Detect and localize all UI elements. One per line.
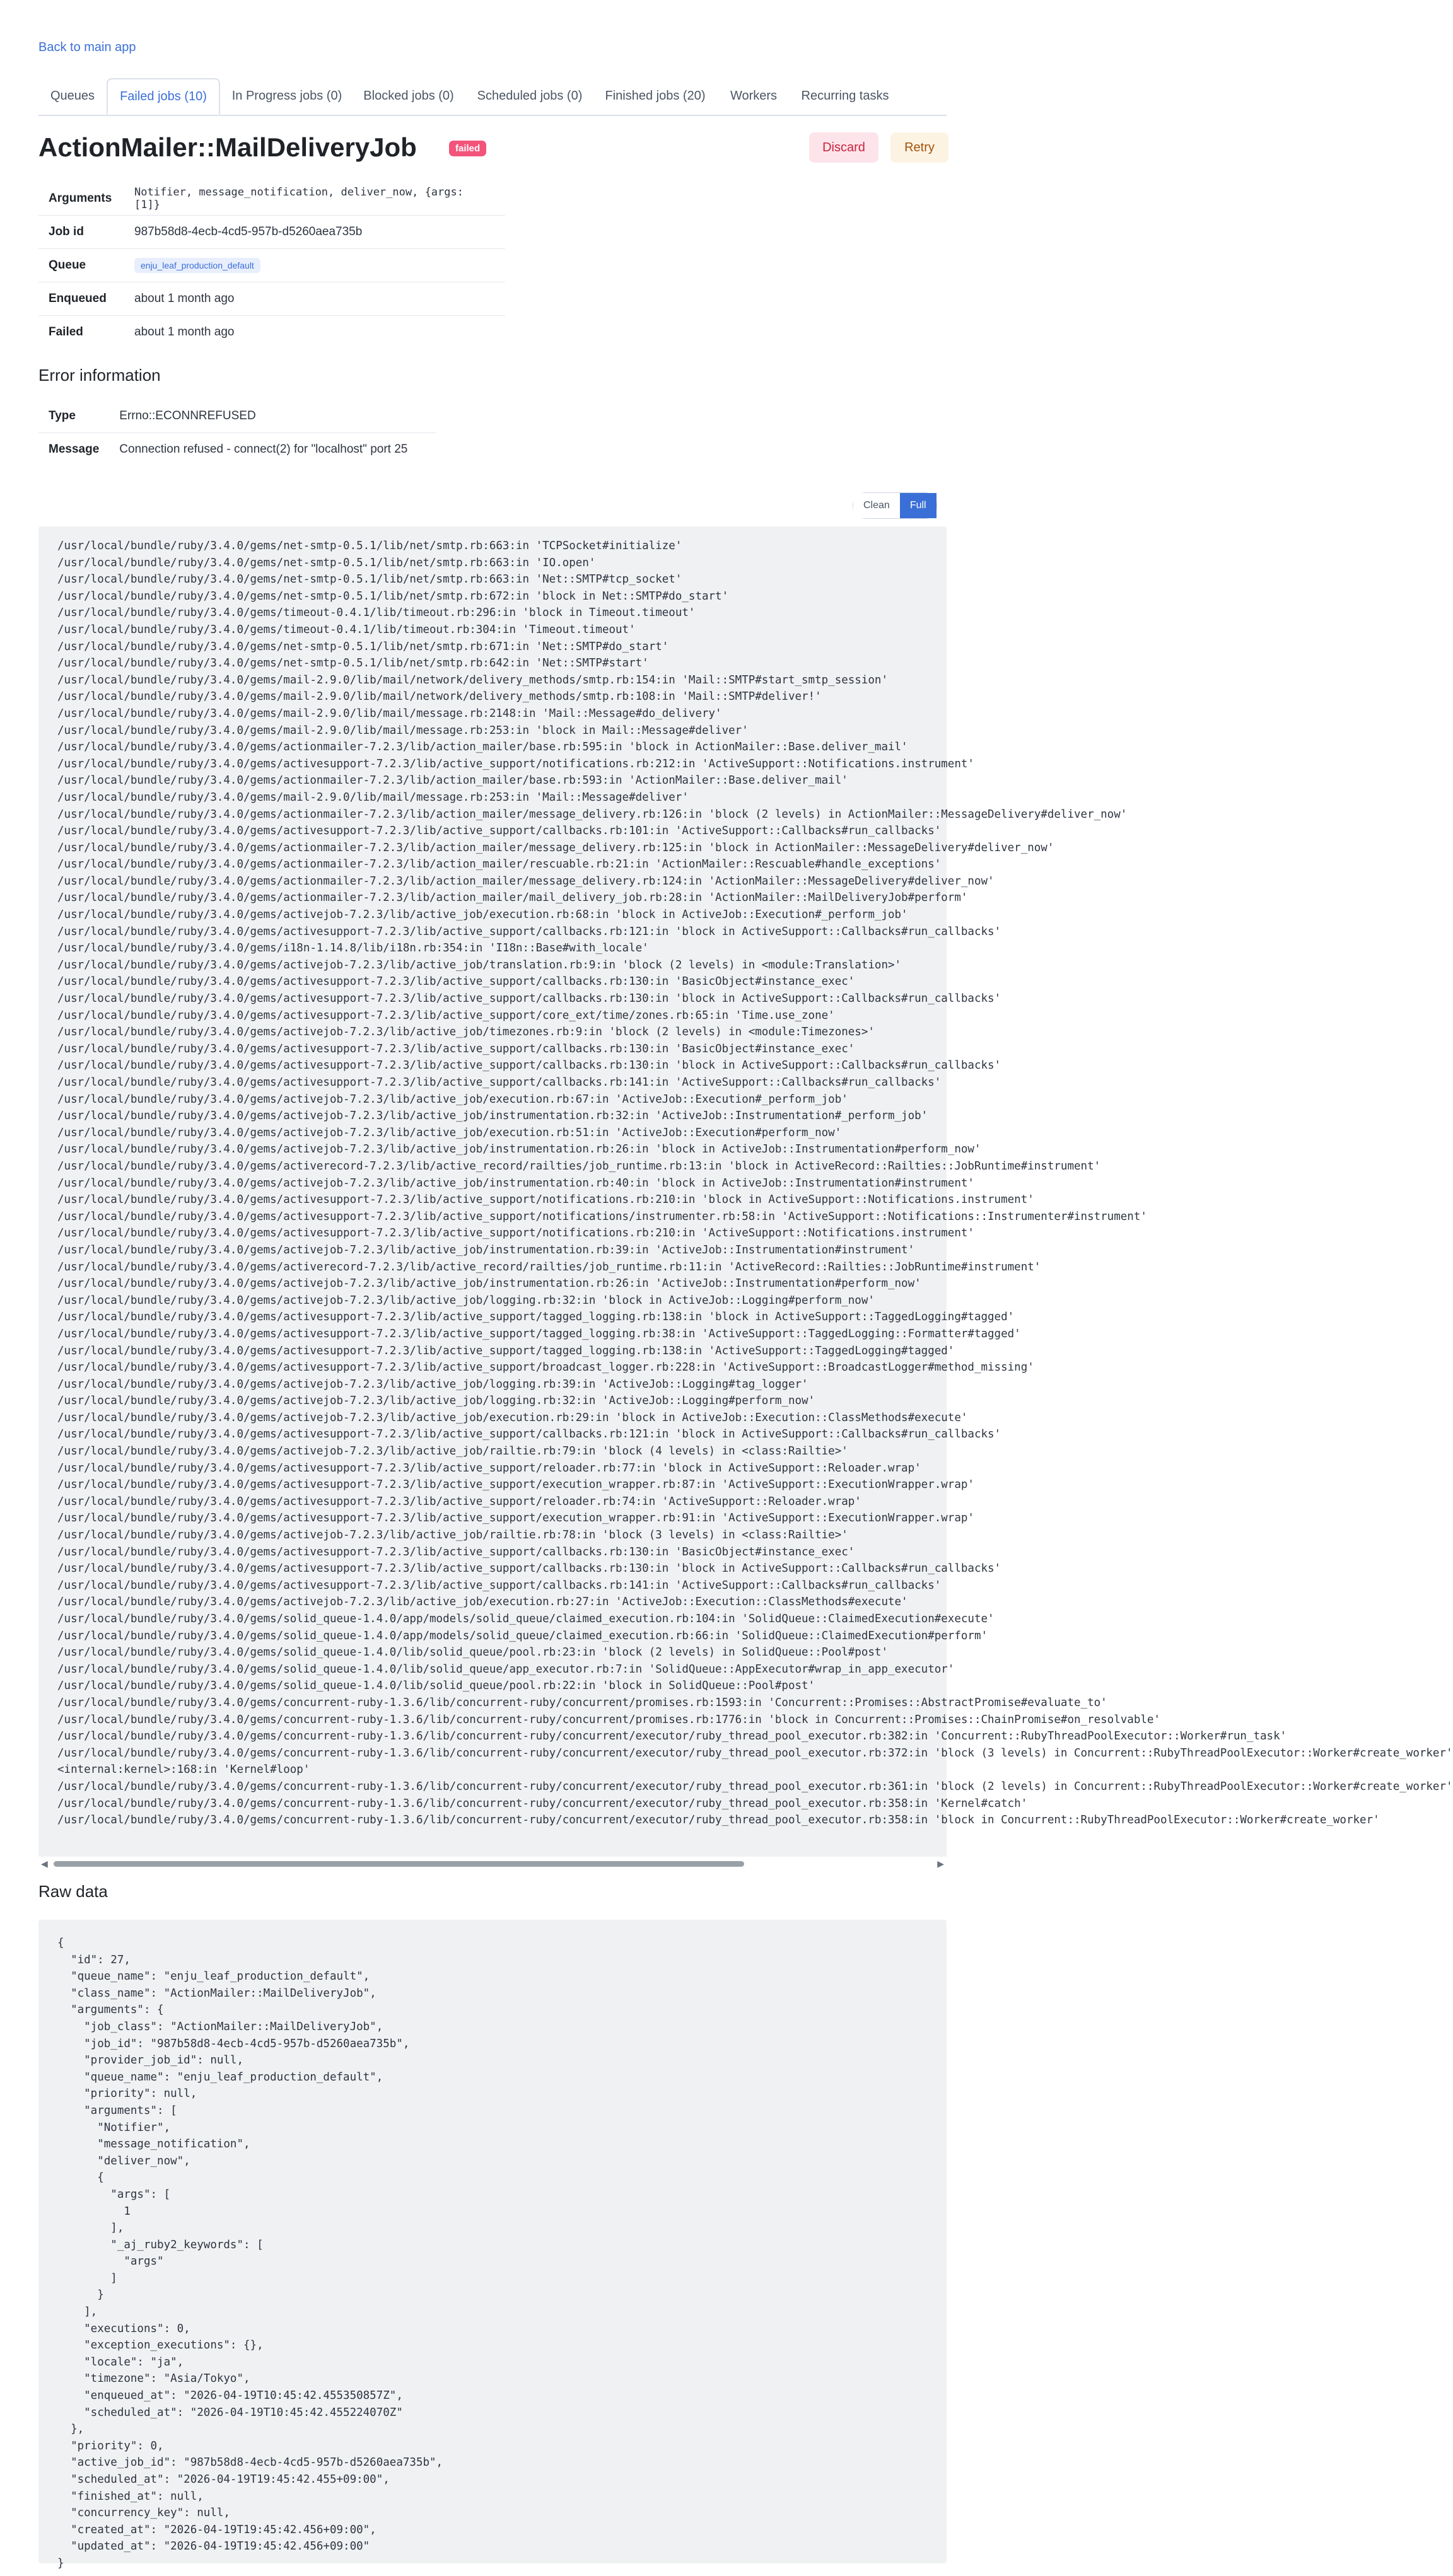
backtrace-line: /usr/local/bundle/ruby/3.4.0/gems/actionmailer-7.2.3/lib/action_mailer/message_delivery.rb:126:in 'block (2 levels) in ActionMailer::MessageDelivery#deliver_now'	[57, 808, 1128, 821]
raw-data-line: "job_class": "ActionMailer::MailDeliveryJob",	[57, 2020, 383, 2033]
backtrace-line: /usr/local/bundle/ruby/3.4.0/gems/concurrent-ruby-1.3.6/lib/concurrent-ruby/concurrent/executor/ruby_thread_pool_executor.rb:358:in 'Kernel#catch'	[57, 1797, 1028, 1810]
raw-data-line: "locale": "ja",	[57, 2355, 184, 2369]
detail-row-job-id	[38, 216, 505, 249]
raw-data-line: "class_name": "ActionMailer::MailDeliveryJob",	[57, 1987, 376, 2000]
backtrace-line: /usr/local/bundle/ruby/3.4.0/gems/mail-2.9.0/lib/mail/message.rb:253:in 'block in Mail::Message#deliver'	[57, 724, 749, 737]
backtrace-lines	[57, 538, 1453, 1829]
backtrace-toggle	[853, 492, 937, 519]
raw-data-line: "id": 27,	[57, 1953, 131, 1966]
raw-data-line: "finished_at": null,	[57, 2490, 204, 2503]
raw-data-line: 1	[57, 2205, 131, 2218]
detail-row-failed	[38, 316, 505, 349]
raw-data-line: ],	[57, 2222, 124, 2235]
raw-data-line: "updated_at": "2026-04-19T19:45:42.456+09:00"	[57, 2540, 370, 2553]
backtrace-line: /usr/local/bundle/ruby/3.4.0/gems/activesupport-7.2.3/lib/active_support/reloader.rb:74:in 'ActiveSupport::Reloader.wrap'	[57, 1495, 861, 1508]
error-row-message	[38, 433, 436, 467]
raw-data-line: "args": [	[57, 2188, 171, 2201]
backtrace-line: /usr/local/bundle/ruby/3.4.0/gems/activesupport-7.2.3/lib/active_support/execution_wrapper.rb:91:in 'ActiveSupport::ExecutionWrapper.wrap'	[57, 1512, 974, 1525]
raw-data-line: "args"	[57, 2255, 164, 2268]
detail-row-queue	[38, 249, 505, 282]
scrollbar-thumb[interactable]	[54, 1861, 744, 1867]
raw-data-line: "queue_name": "enju_leaf_production_default",	[57, 1970, 370, 1983]
backtrace-line: /usr/local/bundle/ruby/3.4.0/gems/activesupport-7.2.3/lib/active_support/callbacks.rb:130:in 'BasicObject#instance_exec'	[57, 975, 855, 989]
backtrace-line: /usr/local/bundle/ruby/3.4.0/gems/mail-2.9.0/lib/mail/network/delivery_methods/smtp.rb:154:in 'Mail::SMTP#start_smtp_session'	[57, 673, 888, 687]
back-to-main-app-link[interactable]: Back to main app	[38, 40, 136, 54]
backtrace-line: /usr/local/bundle/ruby/3.4.0/gems/mail-2.9.0/lib/mail/message.rb:253:in 'Mail::Message#deliver'	[57, 791, 689, 804]
error-table	[38, 400, 436, 466]
detail-label: Queue	[38, 249, 124, 282]
raw-data-line: "message_notification",	[57, 2138, 250, 2151]
job-details-table	[38, 182, 505, 349]
tab-scheduled-jobs[interactable]: Scheduled jobs (0)	[477, 89, 583, 103]
backtrace-line: /usr/local/bundle/ruby/3.4.0/gems/activesupport-7.2.3/lib/active_support/callbacks.rb:130:in 'block in ActiveSupport::Callbacks#run_callbacks'	[57, 1562, 1001, 1575]
raw-data-line: "arguments": {	[57, 2004, 164, 2017]
queue-link[interactable]: enju_leaf_production_default	[134, 258, 260, 273]
backtrace-line: /usr/local/bundle/ruby/3.4.0/gems/activesupport-7.2.3/lib/active_support/callbacks.rb:130:in 'block in ActiveSupport::Callbacks#run_callbacks'	[57, 992, 1001, 1006]
backtrace-line: /usr/local/bundle/ruby/3.4.0/gems/solid_queue-1.4.0/lib/solid_queue/pool.rb:22:in 'block in SolidQueue::Pool#post'	[57, 1680, 815, 1693]
backtrace-line: /usr/local/bundle/ruby/3.4.0/gems/activesupport-7.2.3/lib/active_support/tagged_logging.rb:138:in 'ActiveSupport::TaggedLogging#tagged'	[57, 1344, 955, 1357]
raw-data-line: {	[57, 1937, 64, 1949]
backtrace-line: /usr/local/bundle/ruby/3.4.0/gems/actionmailer-7.2.3/lib/action_mailer/base.rb:593:in 'ActionMailer::Base.deliver_mail'	[57, 774, 848, 787]
raw-data-heading: Raw data	[38, 1882, 108, 1901]
tab-workers[interactable]: Workers	[730, 89, 778, 103]
backtrace-line: /usr/local/bundle/ruby/3.4.0/gems/activejob-7.2.3/lib/active_job/execution.rb:67:in 'ActiveJob::Execution#_perform_job'	[57, 1093, 848, 1106]
full-backtrace-button[interactable]: Full	[900, 493, 937, 518]
error-message-value: Connection refused - connect(2) for "localhost" port 25	[109, 433, 436, 467]
backtrace-line: /usr/local/bundle/ruby/3.4.0/gems/solid_queue-1.4.0/lib/solid_queue/app_executor.rb:7:in 'SolidQueue::AppExecutor#wrap_in_app_executor'	[57, 1662, 955, 1676]
backtrace-line: /usr/local/bundle/ruby/3.4.0/gems/activejob-7.2.3/lib/active_job/execution.rb:27:in 'ActiveJob::Execution::ClassMethods#execute'	[57, 1596, 908, 1609]
backtrace-line: /usr/local/bundle/ruby/3.4.0/gems/actionmailer-7.2.3/lib/action_mailer/message_delivery.rb:125:in 'block in ActionMailer::MessageDelivery#deliver_now'	[57, 841, 1054, 854]
tab-blocked-jobs[interactable]: Blocked jobs (0)	[363, 89, 454, 103]
tab-bar	[38, 78, 947, 116]
backtrace-line: /usr/local/bundle/ruby/3.4.0/gems/activejob-7.2.3/lib/active_job/execution.rb:68:in 'block in ActiveJob::Execution#_perform_job'	[57, 908, 908, 922]
backtrace-line: /usr/local/bundle/ruby/3.4.0/gems/i18n-1.14.8/lib/i18n.rb:354:in 'I18n::Base#with_locale'	[57, 942, 649, 955]
retry-button[interactable]: Retry	[890, 132, 948, 163]
backtrace-line: /usr/local/bundle/ruby/3.4.0/gems/solid_queue-1.4.0/app/models/solid_queue/claimed_execution.rb:66:in 'SolidQueue::ClaimedExecution#perform'	[57, 1629, 988, 1642]
backtrace-line: /usr/local/bundle/ruby/3.4.0/gems/activejob-7.2.3/lib/active_job/instrumentation.rb:32:in 'ActiveJob::Instrumentation#_perform_job'	[57, 1110, 928, 1123]
error-label: Message	[38, 433, 109, 467]
backtrace-line: /usr/local/bundle/ruby/3.4.0/gems/net-smtp-0.5.1/lib/net/smtp.rb:642:in 'Net::SMTP#start'	[57, 657, 649, 670]
raw-data-line: "provider_job_id": null,	[57, 2054, 244, 2067]
backtrace-line: /usr/local/bundle/ruby/3.4.0/gems/activejob-7.2.3/lib/active_job/instrumentation.rb:40:in 'block in ActiveJob::Instrumentation#instrument'	[57, 1176, 974, 1190]
backtrace-line: /usr/local/bundle/ruby/3.4.0/gems/timeout-0.4.1/lib/timeout.rb:304:in 'Timeout.timeout'	[57, 623, 636, 636]
backtrace-line: /usr/local/bundle/ruby/3.4.0/gems/activesupport-7.2.3/lib/active_support/notifications.rb:212:in 'ActiveSupport::Notifications.instrument'	[57, 757, 974, 770]
backtrace-line: /usr/local/bundle/ruby/3.4.0/gems/activejob-7.2.3/lib/active_job/logging.rb:32:in 'block in ActiveJob::Logging#perform_now'	[57, 1294, 875, 1307]
backtrace-line: /usr/local/bundle/ruby/3.4.0/gems/net-smtp-0.5.1/lib/net/smtp.rb:663:in 'IO.open'	[57, 556, 596, 569]
raw-data-line: "arguments": [	[57, 2104, 177, 2117]
backtrace-line: /usr/local/bundle/ruby/3.4.0/gems/activesupport-7.2.3/lib/active_support/callbacks.rb:121:in 'block in ActiveSupport::Callbacks#run_callbacks'	[57, 1428, 1001, 1441]
backtrace-line: /usr/local/bundle/ruby/3.4.0/gems/activesupport-7.2.3/lib/active_support/tagged_logging.rb:38:in 'ActiveSupport::TaggedLogging::Formatter#tagged'	[57, 1327, 1021, 1340]
backtrace-line: /usr/local/bundle/ruby/3.4.0/gems/activesupport-7.2.3/lib/active_support/callbacks.rb:130:in 'BasicObject#instance_exec'	[57, 1042, 855, 1055]
raw-data-line: "Notifier",	[57, 2121, 171, 2134]
backtrace-line: /usr/local/bundle/ruby/3.4.0/gems/solid_queue-1.4.0/lib/solid_queue/pool.rb:23:in 'block (2 levels) in SolidQueue::Pool#post'	[57, 1646, 888, 1659]
raw-data-line: }	[57, 2556, 64, 2570]
backtrace-line: /usr/local/bundle/ruby/3.4.0/gems/concurrent-ruby-1.3.6/lib/concurrent-ruby/concurrent/executor/ruby_thread_pool_executor.rb:361:in 'block (2 levels) in Concurrent::RubyThreadPoolExecutor::Worker#create_worker'	[57, 1780, 1453, 1793]
detail-label: Enqueued	[38, 282, 124, 316]
backtrace-line: /usr/local/bundle/ruby/3.4.0/gems/activesupport-7.2.3/lib/active_support/callbacks.rb:141:in 'ActiveSupport::Callbacks#run_callbacks'	[57, 1579, 942, 1592]
backtrace-panel[interactable]	[38, 526, 1453, 1863]
tab-failed-jobs[interactable]: Failed jobs (10)	[107, 78, 220, 115]
raw-data-line: "executions": 0,	[57, 2322, 190, 2335]
error-type-value: Errno::ECONNREFUSED	[119, 409, 256, 422]
raw-data-line: },	[57, 2423, 85, 2436]
discard-button[interactable]: Discard	[809, 132, 878, 163]
raw-data-line: "concurrency_key": null,	[57, 2507, 230, 2520]
raw-data-line: "created_at": "2026-04-19T19:45:42.456+09:00",	[57, 2523, 376, 2536]
backtrace-line: /usr/local/bundle/ruby/3.4.0/gems/activesupport-7.2.3/lib/active_support/callbacks.rb:121:in 'block in ActiveSupport::Callbacks#run_callbacks'	[57, 925, 1001, 938]
backtrace-line: /usr/local/bundle/ruby/3.4.0/gems/mail-2.9.0/lib/mail/message.rb:2148:in 'Mail::Message#do_delivery'	[57, 707, 722, 720]
raw-data-line: "timezone": "Asia/Tokyo",	[57, 2372, 250, 2386]
error-label: Type	[49, 409, 76, 422]
status-badge: failed	[449, 141, 486, 156]
backtrace-line: /usr/local/bundle/ruby/3.4.0/gems/activesupport-7.2.3/lib/active_support/callbacks.rb:130:in 'block in ActiveSupport::Callbacks#run_callbacks'	[57, 1059, 1001, 1072]
backtrace-line: /usr/local/bundle/ruby/3.4.0/gems/activesupport-7.2.3/lib/active_support/notifications/instrumenter.rb:58:in 'ActiveSupport::Notifications::Instrumenter#instrument'	[57, 1210, 1147, 1223]
raw-data-line: "enqueued_at": "2026-04-19T10:45:42.455350857Z",	[57, 2389, 403, 2403]
backtrace-line: /usr/local/bundle/ruby/3.4.0/gems/activejob-7.2.3/lib/active_job/translation.rb:9:in 'block (2 levels) in <module:Translation>'	[57, 958, 902, 972]
tab-queues[interactable]: Queues	[50, 89, 95, 103]
page-title: ActionMailer::MailDeliveryJob	[38, 132, 417, 162]
clean-backtrace-button[interactable]: Clean	[853, 493, 900, 518]
raw-data-line: "active_job_id": "987b58d8-4ecb-4cd5-957b-d5260aea735b",	[57, 2456, 443, 2469]
backtrace-line: /usr/local/bundle/ruby/3.4.0/gems/activejob-7.2.3/lib/active_job/railtie.rb:79:in 'block (4 levels) in <class:Railtie>'	[57, 1445, 848, 1458]
backtrace-line: /usr/local/bundle/ruby/3.4.0/gems/activesupport-7.2.3/lib/active_support/callbacks.rb:130:in 'BasicObject#instance_exec'	[57, 1545, 855, 1558]
raw-data-line: "exception_executions": {},	[57, 2339, 264, 2352]
backtrace-line: /usr/local/bundle/ruby/3.4.0/gems/actionmailer-7.2.3/lib/action_mailer/base.rb:595:in 'block in ActionMailer::Base.deliver_mail'	[57, 741, 908, 754]
raw-data-line: "queue_name": "enju_leaf_production_default",	[57, 2070, 383, 2084]
raw-data-line: "scheduled_at": "2026-04-19T10:45:42.455224070Z"	[57, 2406, 403, 2419]
arguments-value: Notifier, message_notification, deliver_now, {args: [1]}	[134, 186, 464, 211]
backtrace-line: /usr/local/bundle/ruby/3.4.0/gems/activejob-7.2.3/lib/active_job/timezones.rb:9:in 'block (2 levels) in <module:Timezones>'	[57, 1026, 875, 1039]
raw-data-line: ],	[57, 2306, 98, 2319]
backtrace-line: /usr/local/bundle/ruby/3.4.0/gems/activejob-7.2.3/lib/active_job/execution.rb:51:in 'ActiveJob::Execution#perform_now'	[57, 1126, 842, 1139]
backtrace-line: /usr/local/bundle/ruby/3.4.0/gems/net-smtp-0.5.1/lib/net/smtp.rb:671:in 'Net::SMTP#do_start'	[57, 640, 669, 653]
backtrace-line: /usr/local/bundle/ruby/3.4.0/gems/activesupport-7.2.3/lib/active_support/notifications.rb:210:in 'ActiveSupport::Notifications.instrument'	[57, 1227, 974, 1240]
backtrace-line: /usr/local/bundle/ruby/3.4.0/gems/concurrent-ruby-1.3.6/lib/concurrent-ruby/concurrent/executor/ruby_thread_pool_executor.rb:372:in 'block (3 levels) in Concurrent::RubyThreadPoolExecutor::Worker#create_worker'	[57, 1746, 1453, 1760]
scroll-right-arrow-icon[interactable]: ▶	[937, 1859, 944, 1869]
backtrace-line: /usr/local/bundle/ruby/3.4.0/gems/concurrent-ruby-1.3.6/lib/concurrent-ruby/concurrent/executor/ruby_thread_pool_executor.rb:382:in 'Concurrent::RubyThreadPoolExecutor::Worker#run_task'	[57, 1730, 1287, 1743]
raw-data-json	[57, 1935, 443, 2572]
detail-label: Job id	[38, 216, 124, 249]
raw-data-line: "scheduled_at": "2026-04-19T19:45:42.455+09:00",	[57, 2473, 390, 2486]
raw-data-line: "job_id": "987b58d8-4ecb-4cd5-957b-d5260aea735b",	[57, 2037, 410, 2050]
backtrace-line: /usr/local/bundle/ruby/3.4.0/gems/activesupport-7.2.3/lib/active_support/broadcast_logger.rb:228:in 'ActiveSupport::BroadcastLogger#method_missing'	[57, 1361, 1034, 1374]
raw-data-line: "deliver_now",	[57, 2154, 190, 2167]
tab-recurring-tasks[interactable]: Recurring tasks	[801, 89, 889, 103]
backtrace-line: /usr/local/bundle/ruby/3.4.0/gems/timeout-0.4.1/lib/timeout.rb:296:in 'block in Timeout.timeout'	[57, 606, 696, 620]
failed-value: about 1 month ago	[124, 316, 505, 349]
job-id-value: 987b58d8-4ecb-4cd5-957b-d5260aea735b	[124, 216, 505, 249]
backtrace-line: /usr/local/bundle/ruby/3.4.0/gems/activejob-7.2.3/lib/active_job/instrumentation.rb:26:in 'ActiveJob::Instrumentation#perform_now'	[57, 1277, 921, 1291]
backtrace-line: /usr/local/bundle/ruby/3.4.0/gems/activejob-7.2.3/lib/active_job/logging.rb:32:in 'ActiveJob::Logging#perform_now'	[57, 1395, 815, 1408]
backtrace-line: /usr/local/bundle/ruby/3.4.0/gems/activesupport-7.2.3/lib/active_support/execution_wrapper.rb:87:in 'ActiveSupport::ExecutionWrapper.wrap'	[57, 1478, 974, 1492]
enqueued-value: about 1 month ago	[124, 282, 505, 316]
backtrace-line: /usr/local/bundle/ruby/3.4.0/gems/activesupport-7.2.3/lib/active_support/callbacks.rb:101:in 'ActiveSupport::Callbacks#run_callbacks'	[57, 825, 942, 838]
detail-label: Failed	[38, 316, 124, 349]
raw-data-line: "priority": null,	[57, 2087, 197, 2101]
backtrace-line: /usr/local/bundle/ruby/3.4.0/gems/activejob-7.2.3/lib/active_job/logging.rb:39:in 'ActiveJob::Logging#tag_logger'	[57, 1378, 808, 1391]
backtrace-line: /usr/local/bundle/ruby/3.4.0/gems/activesupport-7.2.3/lib/active_support/tagged_logging.rb:138:in 'block in ActiveSupport::TaggedLogging#tagged'	[57, 1311, 1015, 1324]
backtrace-line: /usr/local/bundle/ruby/3.4.0/gems/activesupport-7.2.3/lib/active_support/core_ext/time/zones.rb:65:in 'Time.use_zone'	[57, 1009, 835, 1022]
detail-row-enqueued	[38, 282, 505, 316]
backtrace-line: /usr/local/bundle/ruby/3.4.0/gems/actionmailer-7.2.3/lib/action_mailer/message_delivery.rb:124:in 'ActionMailer::MessageDelivery#deliver_now'	[57, 874, 995, 888]
backtrace-line: /usr/local/bundle/ruby/3.4.0/gems/activesupport-7.2.3/lib/active_support/reloader.rb:77:in 'block in ActiveSupport::Reloader.wrap'	[57, 1461, 921, 1475]
backtrace-line: /usr/local/bundle/ruby/3.4.0/gems/actionmailer-7.2.3/lib/action_mailer/rescuable.rb:21:in 'ActionMailer::Rescuable#handle_exceptions'	[57, 858, 942, 871]
raw-data-line: ]	[57, 2271, 117, 2285]
backtrace-line: /usr/local/bundle/ruby/3.4.0/gems/activesupport-7.2.3/lib/active_support/callbacks.rb:141:in 'ActiveSupport::Callbacks#run_callbacks'	[57, 1076, 942, 1089]
tab-in-progress-jobs[interactable]: In Progress jobs (0)	[231, 89, 342, 103]
backtrace-line: /usr/local/bundle/ruby/3.4.0/gems/net-smtp-0.5.1/lib/net/smtp.rb:672:in 'block in Net::SMTP#do_start'	[57, 589, 729, 603]
error-row-type	[38, 400, 436, 433]
backtrace-line: /usr/local/bundle/ruby/3.4.0/gems/actionmailer-7.2.3/lib/action_mailer/mail_delivery_job.rb:28:in 'ActionMailer::MailDeliveryJob#perform'	[57, 891, 968, 905]
raw-data-line: {	[57, 2171, 104, 2184]
raw-data-line: "_aj_ruby2_keywords": [	[57, 2238, 264, 2251]
backtrace-line: /usr/local/bundle/ruby/3.4.0/gems/activejob-7.2.3/lib/active_job/instrumentation.rb:39:in 'ActiveJob::Instrumentation#instrument'	[57, 1243, 915, 1256]
raw-data-line: }	[57, 2289, 104, 2302]
backtrace-line: /usr/local/bundle/ruby/3.4.0/gems/concurrent-ruby-1.3.6/lib/concurrent-ruby/concurrent/promises.rb:1593:in 'Concurrent::Promises::AbstractPromise#evaluate_to'	[57, 1696, 1107, 1709]
raw-data-line: "priority": 0,	[57, 2439, 164, 2452]
backtrace-line: /usr/local/bundle/ruby/3.4.0/gems/net-smtp-0.5.1/lib/net/smtp.rb:663:in 'TCPSocket#initialize'	[57, 540, 682, 552]
backtrace-line: /usr/local/bundle/ruby/3.4.0/gems/net-smtp-0.5.1/lib/net/smtp.rb:663:in 'Net::SMTP#tcp_socket'	[57, 573, 682, 586]
backtrace-line: <internal:kernel>:168:in 'Kernel#loop'	[57, 1763, 310, 1777]
scroll-left-arrow-icon[interactable]: ◀	[41, 1859, 48, 1869]
backtrace-line: /usr/local/bundle/ruby/3.4.0/gems/activerecord-7.2.3/lib/active_record/railties/job_runtime.rb:11:in 'ActiveRecord::Railties::JobRuntime#instrument'	[57, 1260, 1041, 1273]
detail-row-arguments	[38, 182, 505, 216]
backtrace-line: /usr/local/bundle/ruby/3.4.0/gems/solid_queue-1.4.0/app/models/solid_queue/claimed_execution.rb:104:in 'SolidQueue::ClaimedExecution#execute'	[57, 1613, 995, 1625]
backtrace-line: /usr/local/bundle/ruby/3.4.0/gems/activerecord-7.2.3/lib/active_record/railties/job_runtime.rb:13:in 'block in ActiveRecord::Railties::JobRuntime#instrument'	[57, 1159, 1101, 1173]
backtrace-line: /usr/local/bundle/ruby/3.4.0/gems/concurrent-ruby-1.3.6/lib/concurrent-ruby/concurrent/promises.rb:1776:in 'block in Concurrent::Promises::ChainPromise#on_resolvable'	[57, 1713, 1160, 1726]
horizontal-scrollbar[interactable]	[38, 1857, 947, 1871]
backtrace-line: /usr/local/bundle/ruby/3.4.0/gems/activesupport-7.2.3/lib/active_support/notifications.rb:210:in 'block in ActiveSupport::Notifications.instrument'	[57, 1193, 1034, 1207]
backtrace-line: /usr/local/bundle/ruby/3.4.0/gems/activejob-7.2.3/lib/active_job/instrumentation.rb:26:in 'block in ActiveJob::Instrumentation#perform_now'	[57, 1143, 981, 1156]
backtrace-line: /usr/local/bundle/ruby/3.4.0/gems/activejob-7.2.3/lib/active_job/execution.rb:29:in 'block in ActiveJob::Execution::ClassMethods#execute'	[57, 1411, 968, 1424]
detail-label: Arguments	[49, 192, 112, 205]
error-information-heading: Error information	[38, 366, 161, 385]
backtrace-line: /usr/local/bundle/ruby/3.4.0/gems/activejob-7.2.3/lib/active_job/railtie.rb:78:in 'block (3 levels) in <class:Railtie>'	[57, 1529, 848, 1542]
tab-finished-jobs[interactable]: Finished jobs (20)	[605, 89, 706, 103]
backtrace-line: /usr/local/bundle/ruby/3.4.0/gems/concurrent-ruby-1.3.6/lib/concurrent-ruby/concurrent/executor/ruby_thread_pool_executor.rb:358:in 'block in Concurrent::RubyThreadPoolExecutor::Worker#create_worker'	[57, 1814, 1380, 1827]
backtrace-line: /usr/local/bundle/ruby/3.4.0/gems/mail-2.9.0/lib/mail/network/delivery_methods/smtp.rb:108:in 'Mail::SMTP#deliver!'	[57, 690, 822, 704]
raw-data-panel	[38, 1920, 947, 2570]
